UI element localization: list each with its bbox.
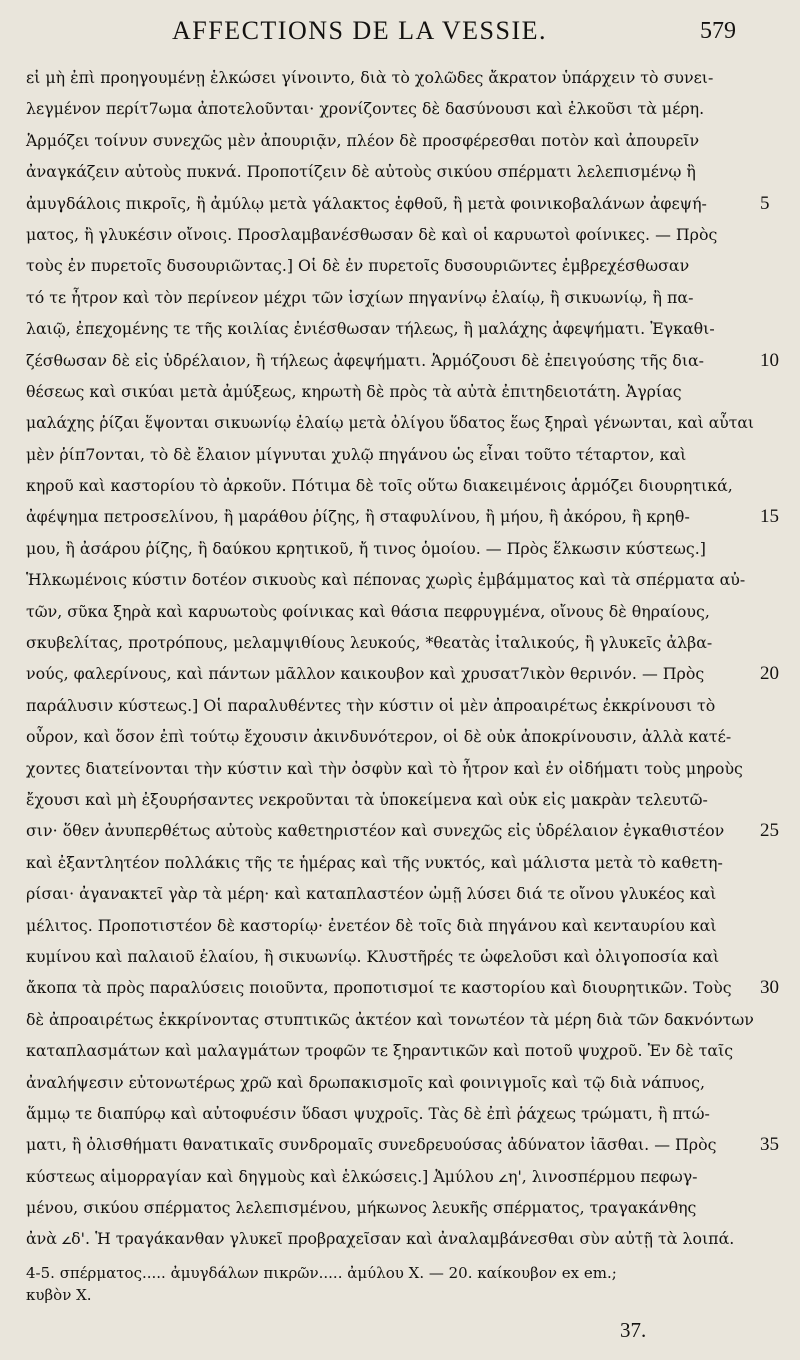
text-line bbox=[0, 847, 800, 878]
text-line-content: ἄκοπα τὰ πρὸς παραλύσεις ποιοῦντα, προποτισμοί τε καστορίου καὶ διουρητικῶν. Τοὺς bbox=[26, 978, 732, 998]
text-line-content: τό τε ἦτρον καὶ τὸν περίνεον μέχρι τῶν ἰσχίων πηγανίνῳ ἐλαίῳ, ἢ σικυωνίῳ, ἢ πα- bbox=[26, 287, 694, 307]
text-line-content: ζέσθωσαν δὲ εἰς ὑδρέλαιον, ἢ τήλεως ἀφεψήματι. Ἁρμόζουσι δὲ ἐπειγούσης τῆς δια- bbox=[26, 350, 705, 370]
text-line bbox=[0, 156, 800, 187]
text-line bbox=[0, 501, 800, 532]
text-line-content: ἀμυγδάλοις πικροῖς, ἢ ἀμύλῳ μετὰ γάλακτος ἑφθοῦ, ἢ μετὰ φοινικοβαλάνων ἀφεψή- bbox=[26, 193, 707, 213]
text-line-content: ἀφέψημα πετροσελίνου, ἢ μαράθου ῥίζης, ἢ σταφυλίνου, ἢ μήου, ἢ ἀκόρου, ἢ κρηθ- bbox=[26, 507, 690, 527]
text-line bbox=[0, 470, 800, 501]
text-line bbox=[0, 1161, 800, 1192]
text-line-content: εἰ μὴ ἐπὶ προηγουμένῃ ἑλκώσει γίνοιντο, διὰ τὸ χολῶδες ἄκρατον ὑπάρχειν τὸ συνει- bbox=[26, 68, 714, 87]
text-line bbox=[0, 627, 800, 658]
text-line-content: τῶν, σῦκα ξηρὰ καὶ καρυωτοὺς φοίνικας καὶ θάσια πεφρυγμένα, οἴνους δὲ θηραίους, bbox=[26, 601, 710, 621]
text-line bbox=[0, 815, 800, 846]
text-line bbox=[0, 1129, 800, 1160]
text-line bbox=[0, 596, 800, 627]
text-line-content: καὶ ἐξαντλητέον πολλάκις τῆς τε ἡμέρας καὶ τῆς νυκτός, καὶ μάλιστα μετὰ τὸ καθετη- bbox=[26, 852, 723, 872]
text-line-content: μέλιτος. Προποτιστέον δὲ καστορίῳ· ἐνετέον δὲ τοῖς διὰ πηγάνου καὶ κενταυρίου καὶ bbox=[26, 915, 717, 935]
text-line-content: θέσεως καὶ σικύαι μετὰ ἀμύξεως, κηρωτὴ δὲ πρὸς τὰ αὐτὰ ἐπιτηδειοτάτη. Ἀγρίας bbox=[26, 381, 682, 401]
text-line-content: ἀνὰ 𐅵δ'. Ἡ τραγάκανθαν γλυκεῖ προβραχεῖσαν καὶ ἀναλαμβάνεσθαι σὺν αὐτῇ τὰ λοιπά. bbox=[26, 1229, 735, 1249]
text-line-content: κηροῦ καὶ καστορίου τὸ ἀρκοῦν. Πότιμα δὲ τοῖς οὕτω διακειμένοις ἁρμόζει διουρητικά, bbox=[26, 476, 733, 496]
text-line-content: ἀναλήψεσιν εὐτονωτέρως χρῶ καὶ δρωπακισμοῖς καὶ φοινιγμοῖς καὶ τῷ διὰ νάπυος, bbox=[26, 1072, 706, 1092]
page-number: 579 bbox=[700, 18, 736, 44]
text-line bbox=[0, 439, 800, 470]
text-line-content: νούς, φαλερίνους, καὶ πάντων μᾶλλον καικουβον καὶ χρυσατ7ικὸν θερινόν. — Πρὸς bbox=[26, 664, 705, 684]
text-line bbox=[0, 282, 800, 313]
text-line bbox=[0, 376, 800, 407]
page-header bbox=[0, 16, 800, 52]
text-line-content: οὖρον, καὶ ὅσον ἐπὶ τούτῳ ἔχουσιν ἀκινδυνότερον, οἱ δὲ οὐκ ἀποκρίνουσιν, ἀλλὰ κατέ- bbox=[26, 727, 732, 747]
text-line bbox=[0, 658, 800, 689]
text-line bbox=[0, 1192, 800, 1223]
text-line bbox=[0, 250, 800, 281]
text-line bbox=[0, 407, 800, 438]
margin-line-number: 15 bbox=[760, 506, 779, 528]
margin-line-number: 30 bbox=[760, 977, 779, 999]
greek-text-body bbox=[0, 62, 800, 1255]
text-line bbox=[0, 1035, 800, 1066]
text-line-content: παράλυσιν κύστεως.] Οἱ παραλυθέντες τὴν κύστιν οἱ μὲν ἀπροαιρέτως ἐκκρίνουσι τὸ bbox=[26, 695, 716, 715]
text-line-content: μένου, σικύου σπέρματος λελεπισμένου, μήκωνος λευκῆς σπέρματος, τραγακάνθης bbox=[26, 1198, 697, 1218]
text-line-content: ματι, ἢ ὀλισθήματι θανατικαῖς συνδρομαῖς συνεδρευούσας ἀδύνατον ἰᾶσθαι. — Πρὸς bbox=[26, 1135, 717, 1155]
text-line bbox=[0, 188, 800, 219]
printer-signature-mark: 37. bbox=[620, 1318, 647, 1342]
text-line-content: λαιῷ, ἐπεχομένης τε τῆς κοιλίας ἐνιέσθωσαν τήλεως, ἢ μαλάχης ἀφεψήματι. Ἐγκαθι- bbox=[26, 319, 715, 339]
text-line bbox=[0, 1004, 800, 1035]
text-line bbox=[0, 219, 800, 250]
text-line-content: μὲν ῥίπ7ονται, τὸ δὲ ἔλαιον μίγνυται χυλῷ πηγάνου ὡς εἶναι τοῦτο τέταρτον, καὶ bbox=[26, 444, 687, 464]
text-line-content: ἅμμῳ τε διαπύρῳ καὶ αὐτοφυέσιν ὕδασι ψυχροῖς. Τὰς δὲ ἐπὶ ῥάχεως τρώματι, ἢ πτώ- bbox=[26, 1103, 710, 1123]
text-line-content: χοντες διατείνονται τὴν κύστιν καὶ τὴν ὀσφὺν καὶ τὸ ἦτρον καὶ ἐν οἰδήματι τοὺς μηροὺς bbox=[26, 758, 743, 778]
text-line-content: κύστεως αἱμορραγίαν καὶ δηγμοὺς καὶ ἑλκώσεις.] Ἀμύλου 𐅵η', λινοσπέρμου πεφωγ- bbox=[26, 1166, 698, 1186]
footnote-line: κυβὸν X. bbox=[26, 1286, 92, 1304]
text-line bbox=[0, 1098, 800, 1129]
text-line bbox=[0, 941, 800, 972]
margin-line-number: 5 bbox=[760, 192, 770, 214]
text-line bbox=[0, 345, 800, 376]
text-line bbox=[0, 753, 800, 784]
text-line bbox=[0, 972, 800, 1003]
text-line-content: ἔχουσι καὶ μὴ ἐξουρήσαντες νεκροῦνται τὰ ὑποκείμενα καὶ οὐκ εἰς μακρὰν τελευτῶ- bbox=[26, 789, 708, 809]
text-line bbox=[0, 1223, 800, 1254]
text-line bbox=[0, 1067, 800, 1098]
text-line bbox=[0, 313, 800, 344]
text-line bbox=[0, 125, 800, 156]
text-line-content: λεγμένον περίτ7ωμα ἀποτελοῦνται· χρονίζοντες δὲ δασύνουσι καὶ ἑλκοῦσι τὰ μέρη. bbox=[26, 99, 705, 119]
text-line bbox=[0, 721, 800, 752]
text-line-content: μαλάχης ῥίζαι ἕψονται σικυωνίῳ ἐλαίῳ μετὰ ὀλίγου ὕδατος ἕως ξηραὶ γένωνται, καὶ αὗται bbox=[26, 413, 754, 433]
margin-line-number: 25 bbox=[760, 820, 779, 842]
text-line-content: ματος, ἢ γλυκέσιν οἴνοις. Προσλαμβανέσθωσαν δὲ καὶ οἱ καρυωτοὶ φοίνικες. — Πρὸς bbox=[26, 224, 718, 244]
text-line-content: τοὺς ἐν πυρετοῖς δυσουριῶντας.] Οἱ δὲ ἐν πυρετοῖς δυσουριῶντες ἐμβρεχέσθωσαν bbox=[26, 256, 690, 276]
text-line-content: Ἡλκωμένοις κύστιν δοτέον σικυοὺς καὶ πέπονας χωρὶς ἐμβάμματος καὶ τὰ σπέρματα αὐ- bbox=[26, 570, 746, 590]
footnote-line: 4-5. σπέρματος..... ἀμυγδάλων πικρῶν..... ἀμύλου X. — 20. καίκουβον ex em.; bbox=[26, 1264, 617, 1282]
text-line-content: ρίσαι· ἀγανακτεῖ γὰρ τὰ μέρη· καὶ καταπλαστέον ὠμῇ λύσει διά τε οἴνου γλυκέος καὶ bbox=[26, 884, 717, 904]
text-line-content: μου, ἢ ἀσάρου ῥίζης, ἢ δαύκου κρητικοῦ, ἤ τινος ὁμοίου. — Πρὸς ἕλκωσιν κύστεως.] bbox=[26, 538, 706, 558]
text-line-content: σιν· ὅθεν ἀνυπερθέτως αὐτοὺς καθετηριστέον καὶ συνεχῶς εἰς ὑδρέλαιον ἐγκαθιστέον bbox=[26, 821, 725, 841]
margin-line-number: 35 bbox=[760, 1134, 779, 1156]
text-line bbox=[0, 62, 800, 93]
text-line bbox=[0, 533, 800, 564]
text-line-content: καταπλασμάτων καὶ μαλαγμάτων τροφῶν τε ξηραντικῶν καὶ ποτοῦ ψυχροῦ. Ἐν δὲ ταῖς bbox=[26, 1041, 734, 1061]
text-line bbox=[0, 784, 800, 815]
margin-line-number: 10 bbox=[760, 349, 779, 371]
margin-line-number: 20 bbox=[760, 663, 779, 685]
text-line bbox=[0, 690, 800, 721]
text-line bbox=[0, 878, 800, 909]
text-line bbox=[0, 910, 800, 941]
text-line-content: κυμίνου καὶ παλαιοῦ ἐλαίου, ἢ σικυωνίῳ. Κλυστῆρές τε ὠφελοῦσι καὶ ὀλιγοποσία καὶ bbox=[26, 946, 720, 966]
text-line bbox=[0, 564, 800, 595]
running-title: AFFECTIONS DE LA VESSIE. bbox=[172, 16, 548, 45]
text-line bbox=[0, 93, 800, 124]
text-line-content: σκυβελίτας, προτρόπους, μελαμψιθίους λευκούς, *θεατὰς ἰταλικούς, ἢ γλυκεῖς ἀλβα- bbox=[26, 633, 713, 653]
text-line-content: Ἁρμόζει τοίνυν συνεχῶς μὲν ἀπουριᾷν, πλέον δὲ προσφέρεσθαι ποτὸν καὶ ἀπουρεῖν bbox=[26, 130, 700, 150]
text-line-content: δὲ ἀπροαιρέτως ἐκκρίνοντας στυπτικῶς ἀκτέον καὶ τονωτέον τὰ μέρη διὰ τῶν δακνόντων bbox=[26, 1009, 754, 1029]
text-line-content: ἀναγκάζειν αὐτοὺς πυκνά. Προποτίζειν δὲ αὐτοὺς σικύου σπέρματι λελεπισμένῳ ἢ bbox=[26, 162, 696, 182]
critical-apparatus-footnote bbox=[26, 1262, 796, 1306]
